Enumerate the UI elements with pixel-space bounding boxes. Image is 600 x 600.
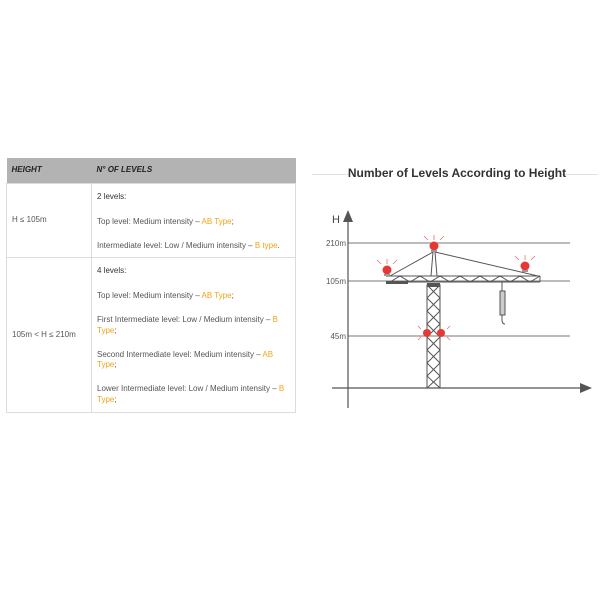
level-suffix: ; <box>231 216 234 226</box>
level-suffix: ; <box>231 291 234 301</box>
level-suffix: ; <box>114 394 117 404</box>
level-item <box>97 384 290 406</box>
level-label-105: 105m <box>325 277 346 286</box>
mast-cap <box>427 283 440 287</box>
x-axis-arrow-icon <box>580 383 592 393</box>
table-row <box>7 258 296 412</box>
level-type: AB Type <box>201 291 232 301</box>
level-type: B Type <box>97 384 285 404</box>
height-cell: 105m < H ≤ 210m <box>7 258 92 412</box>
diagram-title: Number of Levels According to Height <box>347 166 567 180</box>
level-suffix: . <box>277 240 280 250</box>
level-label-210: 210m <box>325 239 346 248</box>
level-item <box>97 241 290 252</box>
levels-table <box>6 158 296 413</box>
warning-light-intermediate-left-icon <box>418 326 431 340</box>
table-row <box>7 184 296 258</box>
level-item <box>97 291 290 302</box>
counterweight <box>386 281 408 284</box>
level-item <box>97 315 290 337</box>
height-cell: H ≤ 105m <box>7 184 92 258</box>
level-suffix: ; <box>114 360 117 370</box>
crane-top <box>390 252 538 276</box>
level-type: AB Type <box>201 216 232 226</box>
levels-cell <box>92 258 296 412</box>
level-count: 2 levels: <box>97 192 127 201</box>
y-axis-arrow-icon <box>343 210 353 222</box>
header-levels: N° OF LEVELS <box>92 158 296 184</box>
level-text: Top level: Medium intensity – <box>97 291 202 301</box>
levels-cell <box>92 184 296 258</box>
crane-hook <box>500 282 505 324</box>
level-label-45: 45m <box>330 332 346 341</box>
level-text: Intermediate level: Low / Medium intensity – <box>97 240 255 250</box>
axis-label-h: H <box>332 214 340 226</box>
header-height: HEIGHT <box>7 158 92 184</box>
warning-light-jib-tip-icon <box>515 255 535 272</box>
level-text: Second Intermediate level: Medium intensity – <box>97 349 263 359</box>
level-text: Top level: Medium intensity – <box>97 216 202 226</box>
level-text: Lower Intermediate level: Low / Medium intensity – <box>97 384 279 394</box>
level-text: First Intermediate level: Low / Medium intensity – <box>97 314 273 324</box>
level-type: AB Type <box>97 349 274 370</box>
level-suffix: ; <box>114 325 117 335</box>
height-diagram <box>300 195 600 425</box>
level-item <box>97 350 290 372</box>
level-count: 4 levels: <box>97 266 127 276</box>
table-header-row <box>7 158 296 184</box>
level-type: B Type <box>97 314 278 335</box>
level-type: B type <box>254 240 278 250</box>
level-item <box>97 217 290 228</box>
